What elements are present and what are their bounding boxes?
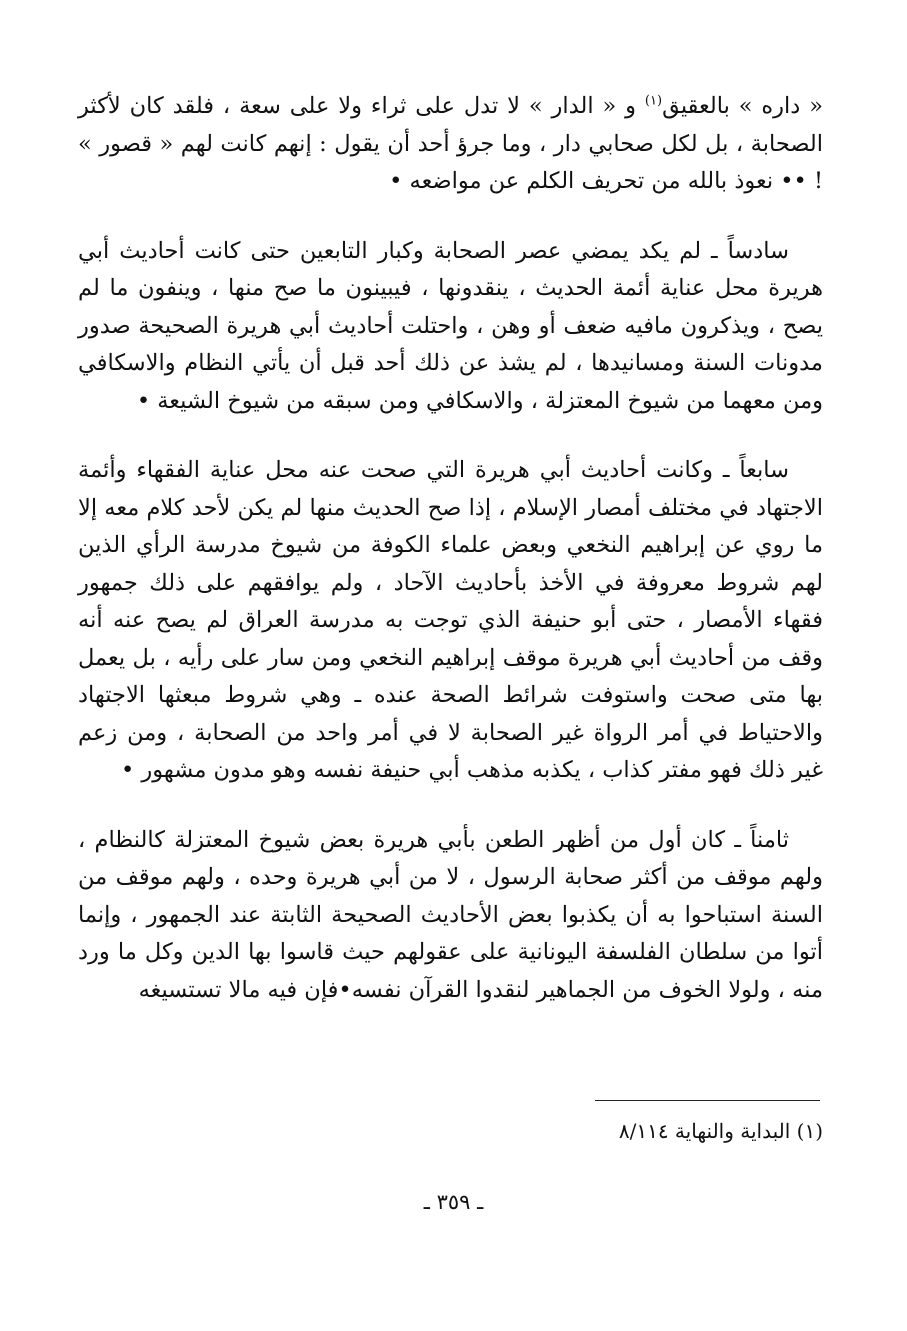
paragraph-4: ثامناً ـ كان أول من أظهر الطعن بأبي هريرة بعض شيوخ المعتزلة كالنظام ، ولهم موقف من أكثر صحابة الرسول ، لا من أبي هريرة وحده ، ولهم موقف من السنة استباحوا به أن يكذبوا بعض الأحاديث الصحيحة الثابتة عند الجمهور ، وإنما أتوا من سلطان الفلسفة اليونانية على عقولهم حيث قاسوا بها الدين وكل ما ورد منه ، ولولا الخوف من الجماهير لنقدوا القرآن نفسه•فإن فيه مالا تستسيغه — [78, 826, 823, 1003]
footnote-reference: (١) — [644, 93, 663, 109]
paragraph-3: سابعاً ـ وكانت أحاديث أبي هريرة التي صحت عنه محل عناية الفقهاء وأئمة الاجتهاد في مختلف أمصار الإسلام ، إذا صح الحديث منها لم يكن لأحد كلام معه إلا ما روي عن إبراهيم النخعي وبعض علماء الكوفة من شيوخ مدرسة الرأي الذين لهم شروط معروفة في الأخذ بأحاديث الآحاد ، ولم يوافقهم على ذلك جمهور فقهاء الأمصار ، حتى أبو حنيفة الذي توجت به مدرسة العراق لم يصح عنه أنه وقف من أحاديث أبي هريرة موقف إبراهيم النخعي ومن سار على رأيه ، بل يعمل بها متى صحت واستوفت شرائط الصحة عنده ـ وهي شروط مبعثها الاجتهاد والاحتياط في أمر الرواة غير الصحابة لا في أمر واحد من الصحابة ، ومن زعم غير ذلك فهو مفتر كذاب ، يكذبه مذهب أبي حنيفة نفسه وهو مدون مشهور • — [78, 457, 823, 783]
paragraph-2: سادساً ـ لم يكد يمضي عصر الصحابة وكبار التابعين حتى كانت أحاديث أبي هريرة محل عناية أئمة الحديث ، ينقدونها ، فيبينون ما صح منها ، وينفون ما لم يصح ، ويذكرون مافيه ضعف أو وهن ، واحتلت أحاديث أبي هريرة الصحيحة صدور مدونات السنة ومسانيدها ، لم يشذ عن ذلك أحد قبل أن يأتي النظام والاسكافي ومن معهما من شيوخ المعتزلة ، والاسكافي ومن سبقه من شيوخ الشيعة • — [78, 237, 823, 414]
main-text — [78, 88, 823, 1009]
paragraph-1 — [78, 88, 823, 201]
footnote: (١) البداية والنهاية ٨/١١٤ — [618, 1119, 823, 1143]
paragraph-1-lead: « داره » بالعقيق — [662, 93, 823, 119]
page-number: ـ ٣٥٩ ـ — [423, 1190, 484, 1214]
paragraph-1-text: و « الدار » لا تدل على ثراء ولا على سعة ، فلقد كان لأكثر الصحابة ، بل لكل صحابي دار ، وما جرؤ أحد أن يقول : إنهم كانت لهم « قصور » ! •• نعوذ بالله من تحريف الكلم عن مواضعه • — [78, 93, 823, 194]
footnote-divider — [595, 1100, 820, 1101]
